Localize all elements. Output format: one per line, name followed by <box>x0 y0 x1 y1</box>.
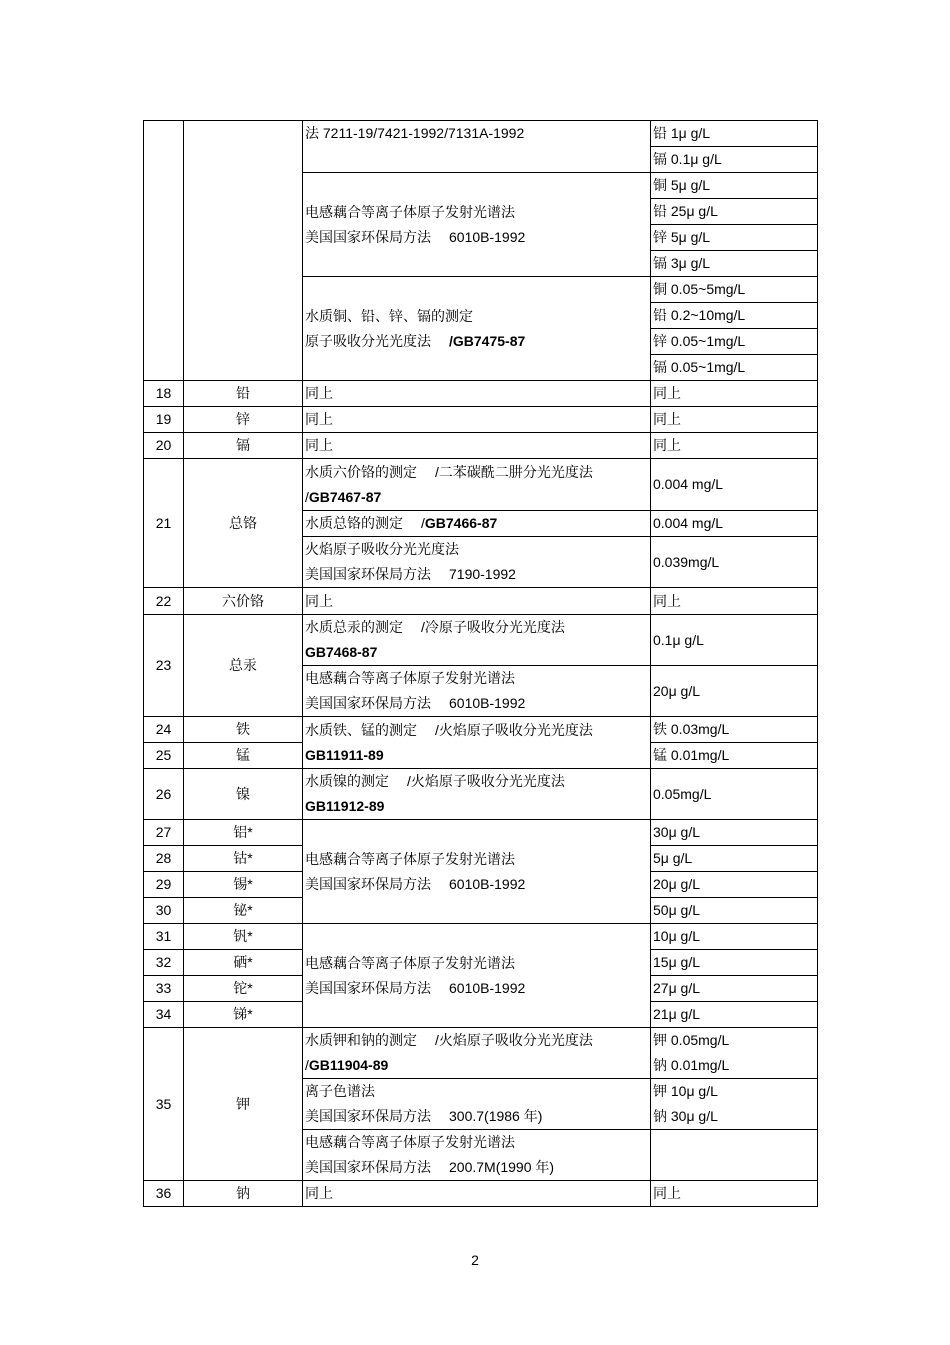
limit-cell: 铅 25μ g/L <box>651 199 818 225</box>
item-cell: 镍 <box>184 769 303 820</box>
limit-cell: 锌 0.05~1mg/L <box>651 329 818 355</box>
item-cell: 总汞 <box>184 615 303 717</box>
item-cell: 铁 <box>184 717 303 743</box>
item-cell: 硒* <box>184 950 303 976</box>
limit-cell: 同上 <box>651 407 818 433</box>
item-cell: 钠 <box>184 1181 303 1207</box>
index-cell: 32 <box>144 950 184 976</box>
index-cell: 28 <box>144 846 184 872</box>
method-cell: 离子色谱法 美国国家环保局方法 300.7(1986 年) <box>303 1079 651 1130</box>
limit-cell: 0.004 mg/L <box>651 459 818 511</box>
index-cell: 33 <box>144 976 184 1002</box>
method-cell: 同上 <box>303 407 651 433</box>
method-cell: 水质六价铬的测定 /二苯碳酰二肼分光光度法 /GB7467-87 <box>303 459 651 511</box>
index-cell: 26 <box>144 769 184 820</box>
index-cell <box>144 121 184 381</box>
limit-cell: 0.039mg/L <box>651 537 818 588</box>
limit-cell: 20μ g/L <box>651 666 818 717</box>
table-row <box>144 924 818 950</box>
item-cell: 总铬 <box>184 459 303 588</box>
limit-cell: 锌 5μ g/L <box>651 225 818 251</box>
limit-cell: 15μ g/L <box>651 950 818 976</box>
table-row <box>144 717 818 743</box>
limit-cell: 30μ g/L <box>651 820 818 846</box>
item-cell: 铅 <box>184 381 303 407</box>
index-cell: 22 <box>144 588 184 615</box>
method-cell: 电感藕合等离子体原子发射光谱法 美国国家环保局方法 6010B-1992 <box>303 820 651 924</box>
table-row <box>144 121 818 147</box>
analysis-methods-table <box>143 120 818 1207</box>
limit-cell: 同上 <box>651 1181 818 1207</box>
item-cell <box>184 121 303 381</box>
index-cell: 27 <box>144 820 184 846</box>
table-row <box>144 615 818 666</box>
limit-cell: 21μ g/L <box>651 1002 818 1028</box>
limit-cell: 20μ g/L <box>651 872 818 898</box>
limit-cell: 镉 3μ g/L <box>651 251 818 277</box>
limit-cell: 0.1μ g/L <box>651 615 818 666</box>
method-cell: 法 7211-19/7421-1992/7131A-1992 <box>303 121 651 173</box>
index-cell: 36 <box>144 1181 184 1207</box>
limit-cell: 铁 0.03mg/L <box>651 717 818 743</box>
index-cell: 31 <box>144 924 184 950</box>
index-cell: 19 <box>144 407 184 433</box>
limit-cell: 同上 <box>651 381 818 407</box>
method-cell: 同上 <box>303 381 651 407</box>
limit-cell: 27μ g/L <box>651 976 818 1002</box>
limit-cell: 同上 <box>651 588 818 615</box>
limit-cell: 铜 5μ g/L <box>651 173 818 199</box>
item-cell: 钾 <box>184 1028 303 1181</box>
method-cell: 水质总汞的测定 /冷原子吸收分光光度法 GB7468-87 <box>303 615 651 666</box>
page-number: 2 <box>471 1252 479 1268</box>
table-row <box>144 1028 818 1079</box>
index-cell: 24 <box>144 717 184 743</box>
index-cell: 18 <box>144 381 184 407</box>
item-cell: 钴* <box>184 846 303 872</box>
table-row <box>144 769 818 820</box>
limit-cell: 铅 1μ g/L <box>651 121 818 147</box>
table-row <box>144 820 818 846</box>
item-cell: 铝* <box>184 820 303 846</box>
limit-cell: 同上 <box>651 433 818 459</box>
method-cell: 同上 <box>303 433 651 459</box>
limit-cell: 0.004 mg/L <box>651 511 818 537</box>
table-row <box>144 433 818 459</box>
limit-cell: 镉 0.05~1mg/L <box>651 355 818 381</box>
item-cell: 锰 <box>184 743 303 769</box>
index-cell: 23 <box>144 615 184 717</box>
limit-cell: 10μ g/L <box>651 924 818 950</box>
index-cell: 20 <box>144 433 184 459</box>
index-cell: 35 <box>144 1028 184 1181</box>
method-cell: 水质镍的测定 /火焰原子吸收分光光度法 GB11912-89 <box>303 769 651 820</box>
index-cell: 34 <box>144 1002 184 1028</box>
method-cell: 同上 <box>303 588 651 615</box>
limit-cell: 50μ g/L <box>651 898 818 924</box>
table-row <box>144 1181 818 1207</box>
method-cell: 同上 <box>303 1181 651 1207</box>
limit-cell: 铅 0.2~10mg/L <box>651 303 818 329</box>
item-cell: 锌 <box>184 407 303 433</box>
limit-cell: 镉 0.1μ g/L <box>651 147 818 173</box>
method-cell: 火焰原子吸收分光光度法 美国国家环保局方法 7190-1992 <box>303 537 651 588</box>
method-cell: 水质铜、铅、锌、镉的测定 原子吸收分光光度法 /GB7475-87 <box>303 277 651 381</box>
method-cell: 电感藕合等离子体原子发射光谱法 美国国家环保局方法 6010B-1992 <box>303 924 651 1028</box>
index-cell: 29 <box>144 872 184 898</box>
item-cell: 铋* <box>184 898 303 924</box>
method-cell: 水质总铬的测定 /GB7466-87 <box>303 511 651 537</box>
limit-cell: 锰 0.01mg/L <box>651 743 818 769</box>
method-cell: 电感藕合等离子体原子发射光谱法 美国国家环保局方法 6010B-1992 <box>303 173 651 277</box>
item-cell: 镉 <box>184 433 303 459</box>
method-cell: 电感藕合等离子体原子发射光谱法 美国国家环保局方法 200.7M(1990 年) <box>303 1130 651 1181</box>
method-cell: 水质钾和钠的测定 /火焰原子吸收分光光度法 /GB11904-89 <box>303 1028 651 1079</box>
index-cell: 25 <box>144 743 184 769</box>
item-cell: 铊* <box>184 976 303 1002</box>
limit-cell: 钾 10μ g/L 钠 30μ g/L <box>651 1079 818 1130</box>
limit-cell: 0.05mg/L <box>651 769 818 820</box>
limit-cell: 钾 0.05mg/L 钠 0.01mg/L <box>651 1028 818 1079</box>
table-row <box>144 407 818 433</box>
limit-cell <box>651 1130 818 1181</box>
limit-cell: 5μ g/L <box>651 846 818 872</box>
item-cell: 六价铬 <box>184 588 303 615</box>
method-cell: 电感藕合等离子体原子发射光谱法 美国国家环保局方法 6010B-1992 <box>303 666 651 717</box>
limit-cell: 铜 0.05~5mg/L <box>651 277 818 303</box>
item-cell: 钒* <box>184 924 303 950</box>
item-cell: 锡* <box>184 872 303 898</box>
method-cell: 水质铁、锰的测定 /火焰原子吸收分光光度法 GB11911-89 <box>303 717 651 769</box>
table-row <box>144 588 818 615</box>
item-cell: 锑* <box>184 1002 303 1028</box>
table-row <box>144 459 818 511</box>
index-cell: 30 <box>144 898 184 924</box>
table-row <box>144 381 818 407</box>
index-cell: 21 <box>144 459 184 588</box>
